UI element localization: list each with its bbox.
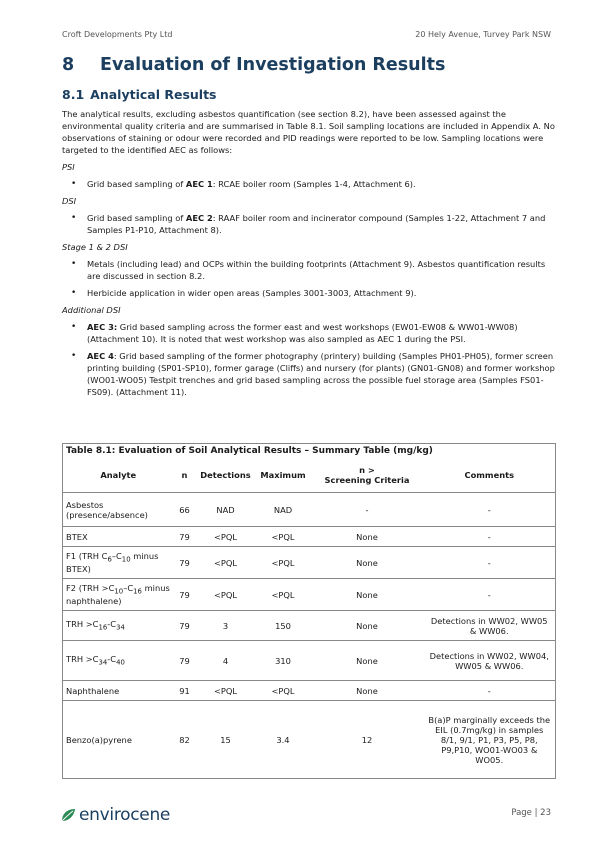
- cell-screening: None: [311, 611, 424, 641]
- cell-analyte: Naphthalene: [63, 681, 174, 701]
- header-address: 20 Hely Avenue, Turvey Park NSW: [415, 30, 551, 39]
- cell-maximum: <PQL: [256, 579, 311, 611]
- cell-comments: -: [424, 527, 556, 547]
- cell-comments: -: [424, 493, 556, 527]
- list-item: • Metals (including lead) and OCPs within the building footprints (Attachment 9). Asbestos quantification results are discussed in section 8.2.: [62, 258, 556, 282]
- cell-screening: None: [311, 527, 424, 547]
- cell-comments: -: [424, 681, 556, 701]
- table-row: [63, 681, 556, 701]
- cell-analyte: TRH $>C_{16}-C_{34}$: [63, 611, 174, 641]
- cell-maximum: 3.4: [256, 701, 311, 779]
- section-number: 8: [62, 55, 75, 75]
- dsi-list: [62, 212, 556, 236]
- table-row: [63, 527, 556, 547]
- list-item: • Grid based sampling of AEC 2: RAAF boiler room and incinerator compound (Samples 1-22, Attachment 7 and Samples P1-P10, Attachment 8).: [62, 212, 556, 236]
- list-item: • Herbicide application in wider open areas (Samples 3001-3003, Attachment 9).: [62, 287, 556, 299]
- cell-analyte: Asbestos (presence/absence): [63, 493, 174, 527]
- subsection-number: 8.1: [62, 87, 85, 102]
- header-company: Croft Developments Pty Ltd: [62, 30, 173, 39]
- cell-comments: Detections in WW02, WW04, WW05 & WW06.: [424, 641, 556, 681]
- subsection-title: Analytical Results: [90, 87, 217, 102]
- cell-comments: -: [424, 547, 556, 579]
- cell-analyte: F2 ($TRH >C_{10}-C_{16}$ minus naphthalene): [63, 579, 174, 611]
- cell-n: 79: [174, 579, 196, 611]
- cell-comments: Detections in WW02, WW05 & WW06.: [424, 611, 556, 641]
- cell-screening: None: [311, 641, 424, 681]
- cell-detections: <PQL: [196, 579, 256, 611]
- list-item: • Grid based sampling of AEC 1: RCAE boiler room (Samples 1-4, Attachment 6).: [62, 178, 556, 190]
- cell-screening: None: [311, 547, 424, 579]
- table-row: [63, 493, 556, 527]
- table-row: [63, 611, 556, 641]
- cell-maximum: <PQL: [256, 547, 311, 579]
- cell-detections: <PQL: [196, 681, 256, 701]
- table-caption: Table 8.1: Evaluation of Soil Analytical Results – Summary Table (mg/kg): [62, 443, 556, 458]
- cell-screening: -: [311, 493, 424, 527]
- cell-detections: 3: [196, 611, 256, 641]
- col-n: n: [181, 470, 188, 480]
- cell-maximum: NAD: [256, 493, 311, 527]
- psi-label: PSI: [62, 162, 75, 172]
- psi-list: [62, 178, 556, 190]
- cell-detections: <PQL: [196, 527, 256, 547]
- cell-screening: None: [311, 579, 424, 611]
- logo-text: envirocene: [79, 805, 171, 825]
- col-maximum: Maximum: [260, 470, 306, 480]
- cell-analyte: Benzo(a)pyrene: [63, 701, 174, 779]
- cell-n: 79: [174, 527, 196, 547]
- cell-screening: None: [311, 681, 424, 701]
- cell-analyte: TRH $>C_{34}-C_{40}$: [63, 641, 174, 681]
- cell-n: 79: [174, 547, 196, 579]
- subsection-heading: [62, 87, 216, 102]
- cell-detections: 15: [196, 701, 256, 779]
- section-title: Evaluation of Investigation Results: [100, 55, 446, 75]
- cell-n: 82: [174, 701, 196, 779]
- col-comments: Comments: [424, 458, 556, 493]
- cell-n: 66: [174, 493, 196, 527]
- table-row: [63, 547, 556, 579]
- list-item: • AEC 3: Grid based sampling across the former east and west workshops (EW01-EW08 & WW01-WW08) (Attachment 10). It is noted that west workshop was also sampled as AEC 1 during the PSI.: [62, 321, 556, 345]
- cell-analyte: BTEX: [63, 527, 174, 547]
- cell-maximum: 310: [256, 641, 311, 681]
- cell-analyte: F1 (TRH $C_6-C_{10}$ minus BTEX): [63, 547, 174, 579]
- cell-detections: 4: [196, 641, 256, 681]
- cell-comments: -: [424, 579, 556, 611]
- cell-detections: <PQL: [196, 547, 256, 579]
- table-row: [63, 701, 556, 779]
- cell-n: 91: [174, 681, 196, 701]
- cell-maximum: <PQL: [256, 681, 311, 701]
- list-item: • AEC 4: Grid based sampling of the former photography (printery) building (Samples PH01-PH05), former screen printing building (SP01-SP10), former garage (Cliffs) and nursery (for plants) (GN01-GN08) and former workshop (WO01-WO05) Testpit trenches and grid based sampling across the possible fuel storage area (Samples FS01-FS09). (Attachment 11).: [62, 350, 556, 398]
- cell-screening: 12: [311, 701, 424, 779]
- cell-n: 79: [174, 641, 196, 681]
- table-row: [63, 579, 556, 611]
- additional-label: Additional DSI: [62, 305, 121, 315]
- table-row: [63, 641, 556, 681]
- section-heading: [62, 55, 445, 75]
- cell-detections: NAD: [196, 493, 256, 527]
- body-text: [62, 108, 556, 403]
- cell-n: 79: [174, 611, 196, 641]
- results-summary-table: [62, 443, 556, 779]
- col-analyte: Analyte: [63, 458, 174, 493]
- stage-label: Stage 1 & 2 DSI: [62, 242, 128, 252]
- envirocene-logo: [60, 805, 170, 825]
- cell-maximum: 150: [256, 611, 311, 641]
- cell-maximum: <PQL: [256, 527, 311, 547]
- cell-comments: B(a)P marginally exceeds the EIL (0.7mg/kg) in samples 8/1, 9/1, P1, P3, P5, P8, P9,P10, WO01-WO03 & WO05.: [424, 701, 556, 779]
- col-detections: Detections: [200, 470, 251, 480]
- stage-list: [62, 258, 556, 299]
- dsi-label: DSI: [62, 196, 77, 206]
- additional-list: [62, 321, 556, 398]
- page-number: Page | 23: [511, 808, 551, 818]
- leaf-icon: [60, 807, 76, 823]
- intro-paragraph: The analytical results, excluding asbestos quantification (see section 8.2), have been assessed against the environmental quality criteria and are summarised in Table 8.1. Soil sampling locations are included in Appendix A. No observations of staining or odour were recorded and PID readings were reported to be low. Sampling locations were targeted to the identified AEC as follows:: [62, 109, 555, 155]
- col-screening: n > Screening Criteria: [324, 465, 410, 485]
